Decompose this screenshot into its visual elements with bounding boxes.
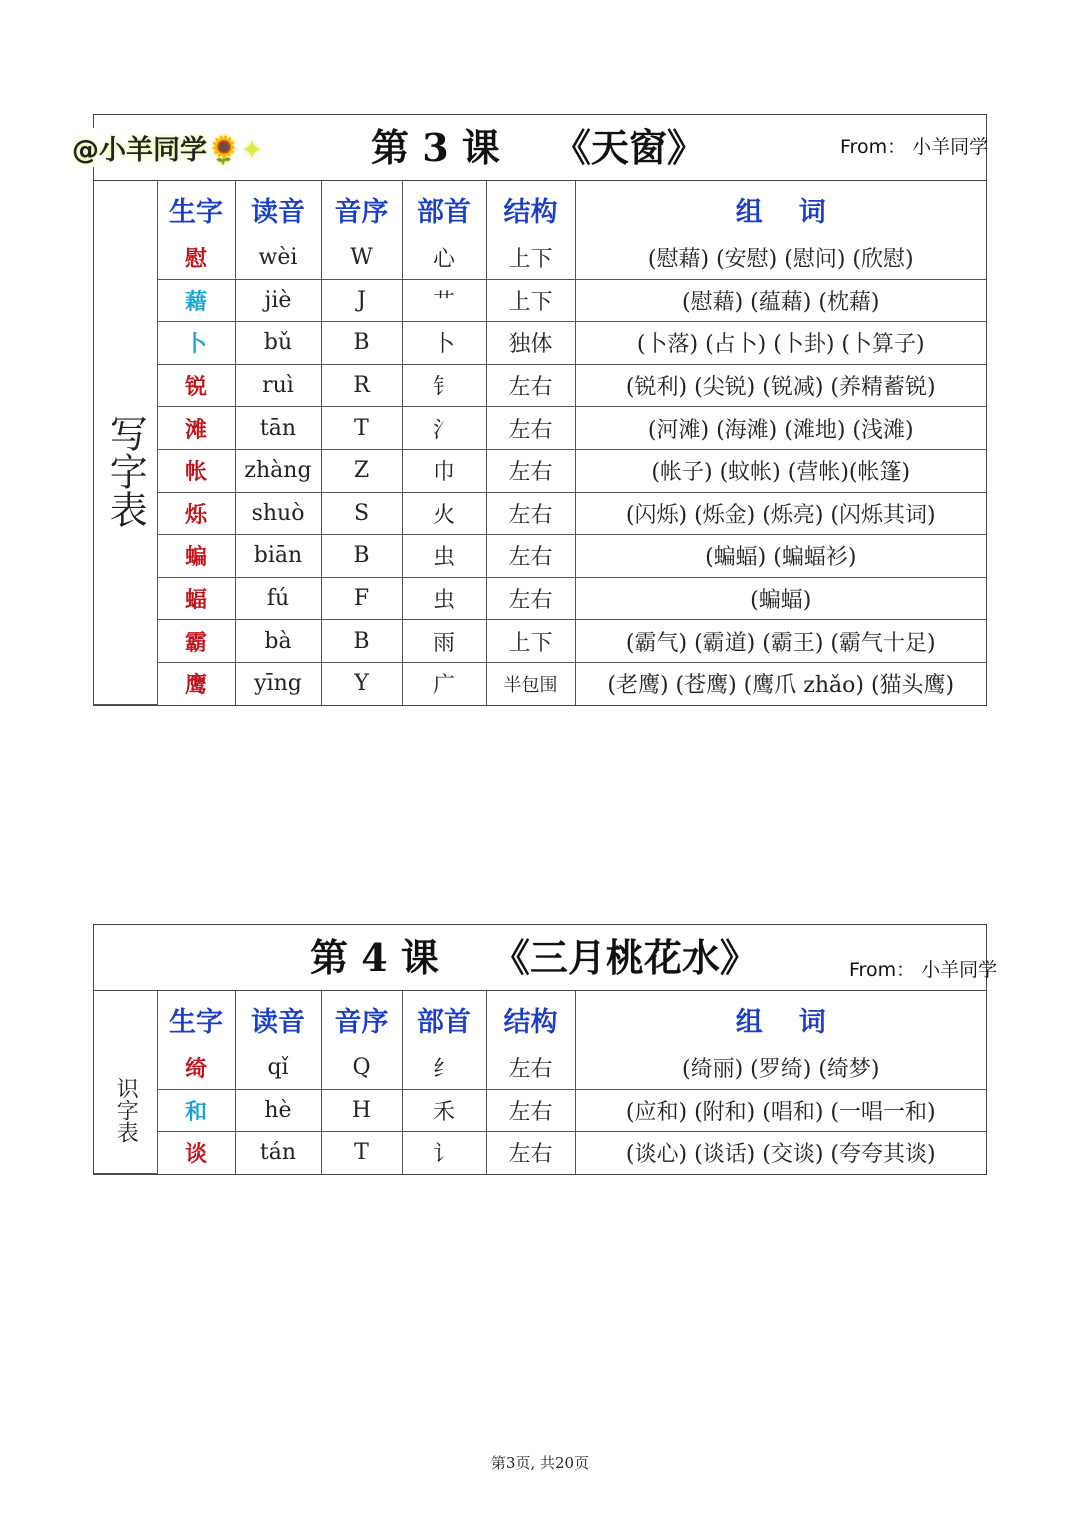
table-row [94,535,986,578]
words-cell: (霸气) (霸道) (霸王) (霸气十足) [575,620,986,663]
structure-cell: 左右 [486,407,575,450]
pinyin-cell: yīng [235,662,321,704]
order-cell: W [321,237,402,279]
lesson-title: 第 4 课 《三月桃花水》 [310,935,758,980]
words-cell: (绮丽) (罗绮) (绮梦) [575,1047,986,1089]
sunflower-icon: 🌻 [207,135,241,166]
pinyin-cell: fú [235,577,321,620]
pinyin-cell: hè [235,1089,321,1132]
header-pinyin: 读音 [235,991,321,1047]
side-label-cell [94,1047,157,1174]
table-row [94,1089,986,1132]
radical-cell: 广 [402,662,486,704]
table-row [94,449,986,492]
words-cell: (河滩) (海滩) (滩地) (浅滩) [575,407,986,450]
pinyin-cell: tán [235,1132,321,1174]
order-cell: H [321,1089,402,1132]
radical-cell: 心 [402,237,486,279]
header-radical: 部首 [402,181,486,237]
words-cell: (帐子) (蚊帐) (营帐)(帐篷) [575,449,986,492]
char-cell: 鹰 [157,662,235,704]
header-char: 生字 [157,991,235,1047]
radical-cell: 火 [402,492,486,535]
order-cell: B [321,322,402,365]
structure-cell: 左右 [486,1132,575,1174]
order-cell: B [321,535,402,578]
table-header [94,991,986,1047]
radical-cell: 虫 [402,535,486,578]
table-row [94,407,986,450]
order-cell: Q [321,1047,402,1089]
header-words-label: 组词 [735,196,862,228]
lesson-3-table [72,114,989,706]
order-cell: J [321,279,402,322]
header-blank [94,181,157,237]
character-table [94,991,986,1174]
pinyin-cell: zhàng [235,449,321,492]
words-cell: (闪烁) (烁金) (烁亮) (闪烁其词) [575,492,986,535]
words-cell: (慰藉) (安慰) (慰问) (欣慰) [575,237,986,279]
pinyin-cell: bǔ [235,322,321,365]
char-cell: 和 [157,1089,235,1132]
structure-cell: 独体 [486,322,575,365]
radical-cell: 巾 [402,449,486,492]
header-order: 音序 [321,181,402,237]
words-cell: (锐利) (尖锐) (锐减) (养精蓄锐) [575,364,986,407]
structure-cell: 半包围 [486,662,575,704]
radical-cell: 纟 [402,1047,486,1089]
char-cell: 锐 [157,364,235,407]
header-order: 音序 [321,991,402,1047]
header-blank [94,991,157,1047]
table-row [94,1047,986,1089]
structure-cell: 上下 [486,620,575,663]
structure-cell: 左右 [486,449,575,492]
structure-cell: 左右 [486,1047,575,1089]
side-label: 写字表 [103,413,148,528]
char-cell: 慰 [157,237,235,279]
lesson-title-row [94,925,998,991]
structure-cell: 上下 [486,279,575,322]
char-cell: 烁 [157,492,235,535]
char-cell: 谈 [157,1132,235,1174]
table-row [94,279,986,322]
side-label-cell [94,237,157,705]
table-row [94,662,986,704]
from-credit: From： 小羊同学 [849,959,998,981]
table-row [94,492,986,535]
structure-cell: 左右 [486,492,575,535]
pinyin-cell: biān [235,535,321,578]
radical-cell: 氵 [402,407,486,450]
char-cell: 藉 [157,279,235,322]
pinyin-cell: tān [235,407,321,450]
watermark-handle: @小羊同学 [72,135,207,166]
header-radical: 部首 [402,991,486,1047]
table-row [94,237,986,279]
char-cell: 绮 [157,1047,235,1089]
header-structure: 结构 [486,991,575,1047]
radical-cell: 钅 [402,364,486,407]
pinyin-cell: shuò [235,492,321,535]
order-cell: T [321,407,402,450]
structure-cell: 左右 [486,535,575,578]
lesson-4-table [93,924,998,1175]
table-row [94,364,986,407]
structure-cell: 上下 [486,237,575,279]
table-row [94,577,986,620]
watermark [72,128,263,167]
side-label: 识字表 [113,1077,139,1144]
table-header [94,181,986,237]
words-cell: (蝙蝠) (蝙蝠衫) [575,535,986,578]
words-cell: (谈心) (谈话) (交谈) (夸夸其谈) [575,1132,986,1174]
header-char: 生字 [157,181,235,237]
radical-cell: 卜 [402,322,486,365]
order-cell: R [321,364,402,407]
header-words [575,991,986,1047]
radical-cell: 艹 [402,279,486,322]
words-cell: (蝙蝠) [575,577,986,620]
order-cell: T [321,1132,402,1174]
pinyin-cell: ruì [235,364,321,407]
char-cell: 蝙 [157,535,235,578]
structure-cell: 左右 [486,364,575,407]
char-cell: 滩 [157,407,235,450]
structure-cell: 左右 [486,1089,575,1132]
order-cell: Y [321,662,402,704]
words-cell: (老鹰) (苍鹰) (鹰爪 zhǎo) (猫头鹰) [575,662,986,704]
lesson-title: 第 3 课 《天窗》 [371,125,705,170]
radical-cell: 禾 [402,1089,486,1132]
pinyin-cell: bà [235,620,321,663]
char-cell: 卜 [157,322,235,365]
words-cell: (卜落) (占卜) (卜卦) (卜算子) [575,322,986,365]
char-cell: 帐 [157,449,235,492]
sparkle-icon: ✦ [240,135,264,166]
header-structure: 结构 [486,181,575,237]
from-credit: From： 小羊同学 [840,136,989,158]
radical-cell: 虫 [402,577,486,620]
character-table [94,181,986,705]
order-cell: F [321,577,402,620]
table-row [94,620,986,663]
pinyin-cell: qǐ [235,1047,321,1089]
pinyin-cell: wèi [235,237,321,279]
words-cell: (慰藉) (蕴藉) (枕藉) [575,279,986,322]
lesson-title-row [72,115,989,181]
header-pinyin: 读音 [235,181,321,237]
radical-cell: 雨 [402,620,486,663]
radical-cell: 讠 [402,1132,486,1174]
page-footer: 第3页, 共20页 [490,1454,590,1472]
order-cell: S [321,492,402,535]
words-cell: (应和) (附和) (唱和) (一唱一和) [575,1089,986,1132]
order-cell: Z [321,449,402,492]
table-row [94,322,986,365]
header-words [575,181,986,237]
char-cell: 霸 [157,620,235,663]
char-cell: 蝠 [157,577,235,620]
table-row [94,1132,986,1174]
header-words-label: 组词 [735,1006,862,1038]
structure-cell: 左右 [486,577,575,620]
pinyin-cell: jiè [235,279,321,322]
order-cell: B [321,620,402,663]
